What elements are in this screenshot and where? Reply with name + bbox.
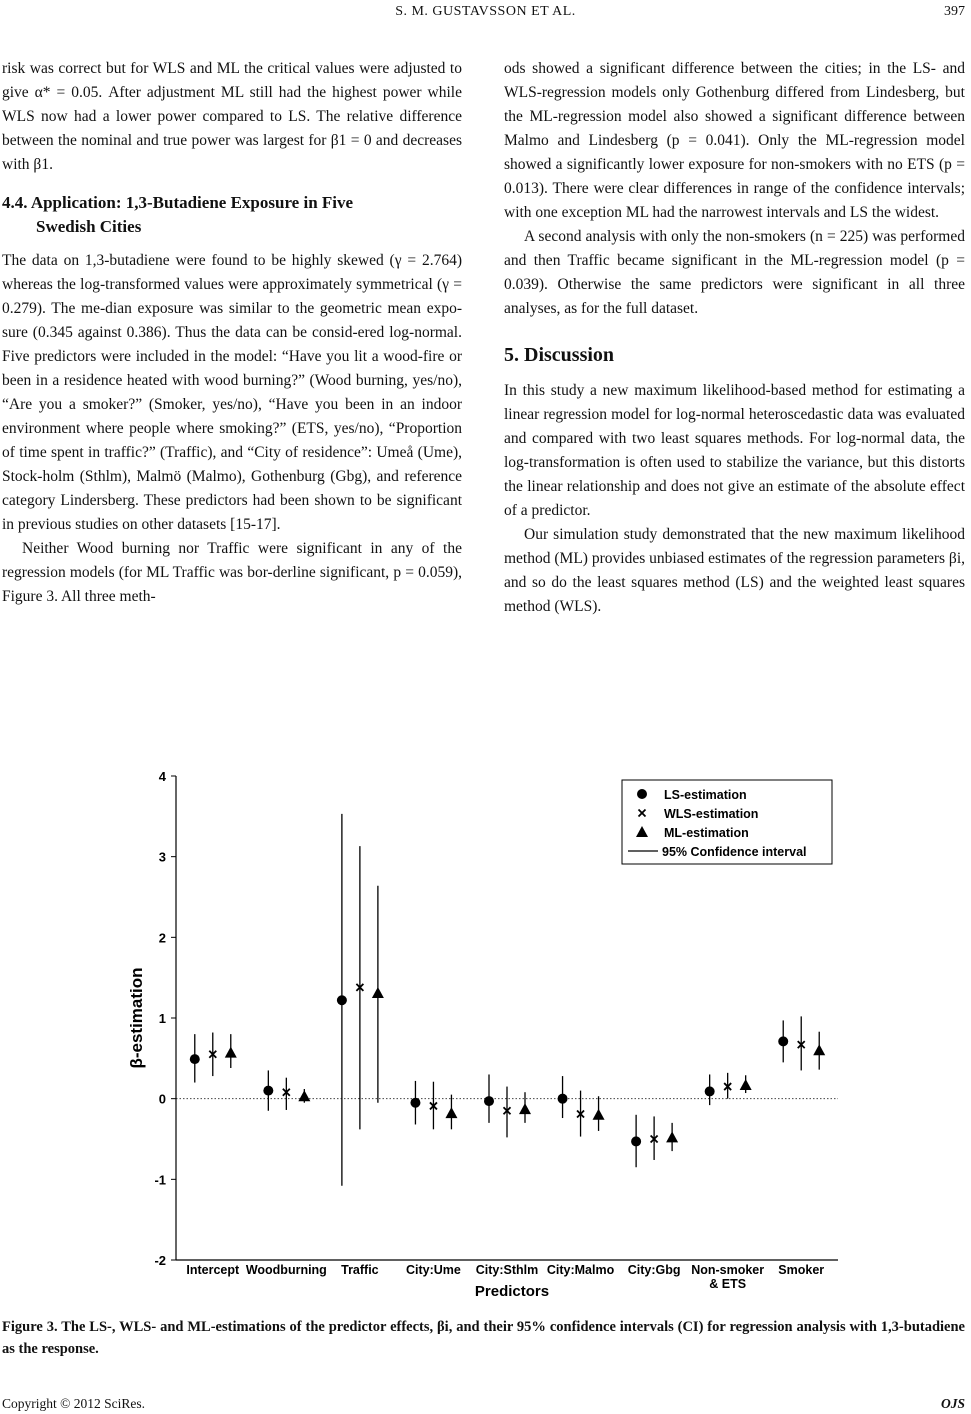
x-tick-label: Non-smoker (691, 1263, 765, 1277)
page-header (0, 0, 971, 30)
ls-estimation-point (263, 1086, 273, 1096)
subsection-title-line-1: Application: 1,3-Butadiene Exposure in Five (30, 193, 354, 212)
ls-estimation-point (410, 1098, 420, 1108)
ls-estimation-point (778, 1036, 788, 1046)
paragraph: In this study a new maximum likelihood-based method for estimating a linear regression model for log-normal heteroscedastic data was evaluated and compared with two least squares methods. For log-normal data, the log-transformation is often used to stabilize the variance, but this distorts the linear relationship and does not give an estimate of the absolute effect of a predictor. (504, 382, 965, 519)
y-tick-label: 4 (158, 769, 166, 784)
journal-name: OJS (940, 1396, 965, 1411)
x-tick-label: Traffic (341, 1263, 379, 1277)
ls-estimation-point (484, 1096, 494, 1106)
x-tick-label: & ETS (709, 1277, 747, 1291)
ls-estimation-point (631, 1136, 641, 1146)
ls-estimation-point (705, 1086, 715, 1096)
x-tick-label: Intercept (186, 1263, 240, 1277)
y-tick-label: 3 (158, 849, 166, 865)
x-tick-label: City:Malmo (546, 1263, 615, 1277)
legend-label: 95% Confidence interval (662, 845, 807, 859)
paragraph: A second analysis with only the non-smokers (n = 225) was performed and then Traffic became significant in the ML-regression model (p = 0.039). Otherwise the same predictors were significant in all three analyses, as for the full dataset. (504, 228, 965, 317)
subsection-title-line-2: Swedish Cities (36, 217, 142, 236)
y-axis-title: β-estimation (127, 967, 146, 1069)
beta-estimation-chart (122, 762, 842, 1302)
x-tick-label: Smoker (778, 1263, 825, 1277)
y-tick-label: 2 (158, 930, 166, 946)
ls-estimation-point (558, 1094, 568, 1104)
right-column (504, 57, 965, 619)
running-title: S. M. GUSTAVSSON ET AL. (395, 4, 576, 19)
page-number: 397 (944, 4, 965, 19)
legend-label: ML-estimation (664, 826, 749, 840)
x-tick-label: City:Sthlm (475, 1263, 539, 1277)
x-tick-label: Woodburning (245, 1263, 327, 1277)
subsection-number: 4.4. (2, 193, 28, 212)
y-tick-label: 1 (158, 1011, 166, 1026)
section-heading: 5. Discussion (504, 344, 615, 366)
legend-label: WLS-estimation (664, 807, 759, 821)
paragraph: The data on 1,3-butadiene were found to be highly skewed (γ = 2.764) whereas the log-transformed values were approximately symmetrical (γ = 0.279). The me-dian exposure was similar to the geometric mean expo-sure (0.345 against 0.386). Thus the data can be consid-ered log-normal. Five predictors were included in the model: “Have you lit a wood-fire or been in a residence heated with wood burning?” (Wood burning, yes/no), “Are you a smoker?” (Smoker, yes/no), “Have you been in an indoor environment where people where smoking?” (ETS, yes/no), “Proportion of time spent in traffic?” (Traffic), and “City of residence”: Umeå (Ume), Stock-holm (Sthlm), Malmö (Malmo), Gothenburg (Gbg), and reference category Lindersberg. These predictors had been shown to be significant in previous studies on other datasets [15-17]. (2, 252, 462, 533)
ls-estimation-point (190, 1054, 200, 1064)
paragraph: ods showed a significant difference between the cities; in the LS- and WLS-regression models only Gothenburg differed from Lindesberg, but the ML-regression model also showed a significant difference between Malmo and Lindesberg (p = 0.041). Only the ML-regression model showed a significantly lower exposure for non-smokers with no ETS (p = 0.013). There were clear differences in range of the confidence intervals; with one exception ML had the narrowest intervals and LS the widest. (504, 60, 965, 221)
x-tick-label: City:Gbg (627, 1263, 681, 1277)
left-column (2, 57, 462, 609)
y-tick-label: -1 (154, 1172, 166, 1188)
paragraph: Our simulation study demonstrated that the new maximum likelihood method (ML) provides unbiased estimates of the regression parameters βi, and so do the least squares method (LS) and the weighted least squares method (WLS). (504, 526, 965, 615)
legend-marker (637, 789, 647, 799)
ls-estimation-point (337, 995, 347, 1005)
figure-3 (122, 762, 842, 1302)
paragraph: risk was correct but for WLS and ML the critical values were adjusted to give α* = 0.05. After adjustment ML still had the highest power while WLS now had a lower power compared to LS. The relative difference between the nominal and true power was largest for β1 = 0 and decreases with β1. (2, 60, 462, 173)
x-axis-title: Predictors (474, 1283, 550, 1300)
figure-caption: Figure 3. The LS-, WLS- and ML-estimations of the predictor effects, βi, and their 95% confidence intervals (CI) for regression analysis with 1,3-butadiene as the response. (2, 1319, 965, 1357)
paragraph: Neither Wood burning nor Traffic were significant in any of the regression models (for ML Traffic was bor-derline significant, p = 0.059), Figure 3. All three meth- (2, 540, 462, 605)
legend-label: LS-estimation (664, 788, 747, 802)
subsection-heading (2, 191, 462, 239)
y-tick-label: -2 (154, 1253, 166, 1268)
y-tick-label: 0 (158, 1091, 166, 1107)
copyright: Copyright © 2012 SciRes. (2, 1396, 146, 1411)
x-tick-label: City:Ume (406, 1263, 461, 1277)
